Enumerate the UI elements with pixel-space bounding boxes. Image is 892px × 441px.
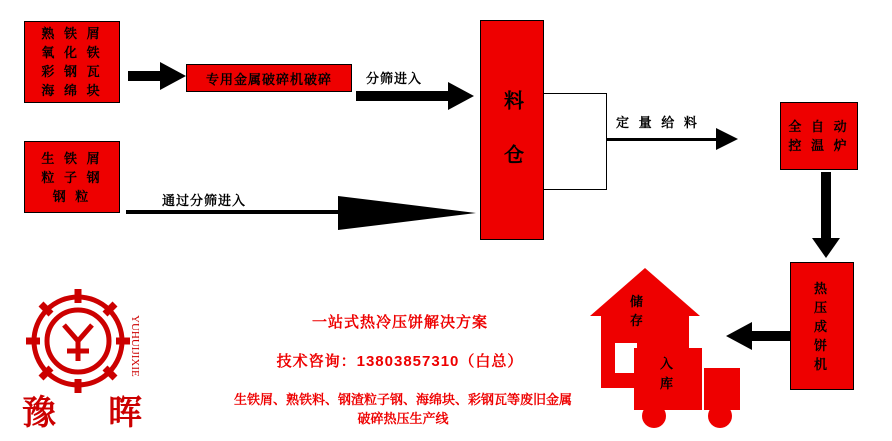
arrow-furnace-to-press	[812, 172, 840, 260]
arrow-crusher-to-silo	[356, 82, 476, 110]
silo-outlet-bracket	[544, 93, 607, 190]
logo-brand-right: 晖	[108, 395, 142, 432]
marketing-description-line1: 生铁屑、熟铁料、钢渣粒子钢、海绵块、彩钢瓦等废旧金属	[233, 392, 572, 407]
material-label: 海 绵 块	[41, 83, 103, 98]
crusher-box	[186, 64, 352, 92]
crusher-label: 专用金属破碎机破碎	[205, 71, 332, 87]
arrow-materials2-to-silo	[126, 196, 476, 230]
truck-icon	[612, 348, 748, 436]
truck-wheel	[708, 404, 732, 428]
press-label: 热	[813, 280, 830, 296]
warehouse-label-line: 入	[660, 356, 675, 371]
storage-label-line: 存	[630, 313, 645, 328]
furnace-box	[780, 102, 858, 170]
marketing-description-line2: 破碎热压生产线	[357, 411, 449, 426]
material-label: 生 铁 屑	[41, 150, 103, 166]
label-screen-entry: 分筛进入	[366, 71, 423, 86]
material-label: 彩 钢 瓦	[41, 64, 103, 79]
truck-wheel	[642, 404, 666, 428]
material-label: 粒 子 钢	[41, 169, 103, 185]
warehouse-label	[660, 354, 674, 394]
logo-brand-left: 豫	[22, 395, 56, 432]
input-materials-box-2	[24, 141, 120, 213]
press-label: 压	[813, 299, 830, 315]
label-quantitative-feed: 定 量 给 料	[616, 115, 700, 130]
material-label: 熟 铁 屑	[41, 26, 103, 41]
input-materials-box-1	[24, 21, 120, 103]
press-label: 饼	[813, 337, 830, 353]
house-roof-icon	[590, 268, 700, 316]
press-label: 成	[813, 318, 830, 334]
company-logo	[20, 285, 170, 435]
arrow-press-to-storage	[726, 322, 790, 350]
furnace-label: 控 温 炉	[788, 138, 850, 153]
press-label: 机	[813, 356, 830, 372]
storage-label	[630, 292, 644, 330]
label-through-screen: 通过分筛进入	[162, 193, 247, 208]
furnace-label: 全 自 动	[788, 119, 850, 134]
gear-logo-icon	[20, 285, 170, 400]
silo-box	[480, 20, 544, 240]
storage-label-line: 储	[630, 294, 645, 309]
material-label: 氧 化 铁	[41, 45, 103, 60]
silo-label: 料 仓	[500, 90, 523, 170]
marketing-headline: 一站式热冷压饼解决方案	[311, 314, 488, 331]
press-machine-box	[790, 262, 854, 390]
marketing-contact: 技术咨询：13803857310（白总）	[276, 353, 524, 370]
warehouse-label-line: 库	[660, 376, 675, 391]
arrow-silo-to-furnace	[606, 128, 776, 150]
logo-ring-text: YUHUIJIXIE	[129, 315, 141, 377]
material-label: 钢 粒	[52, 188, 92, 204]
arrow-materials-to-crusher	[128, 62, 186, 90]
